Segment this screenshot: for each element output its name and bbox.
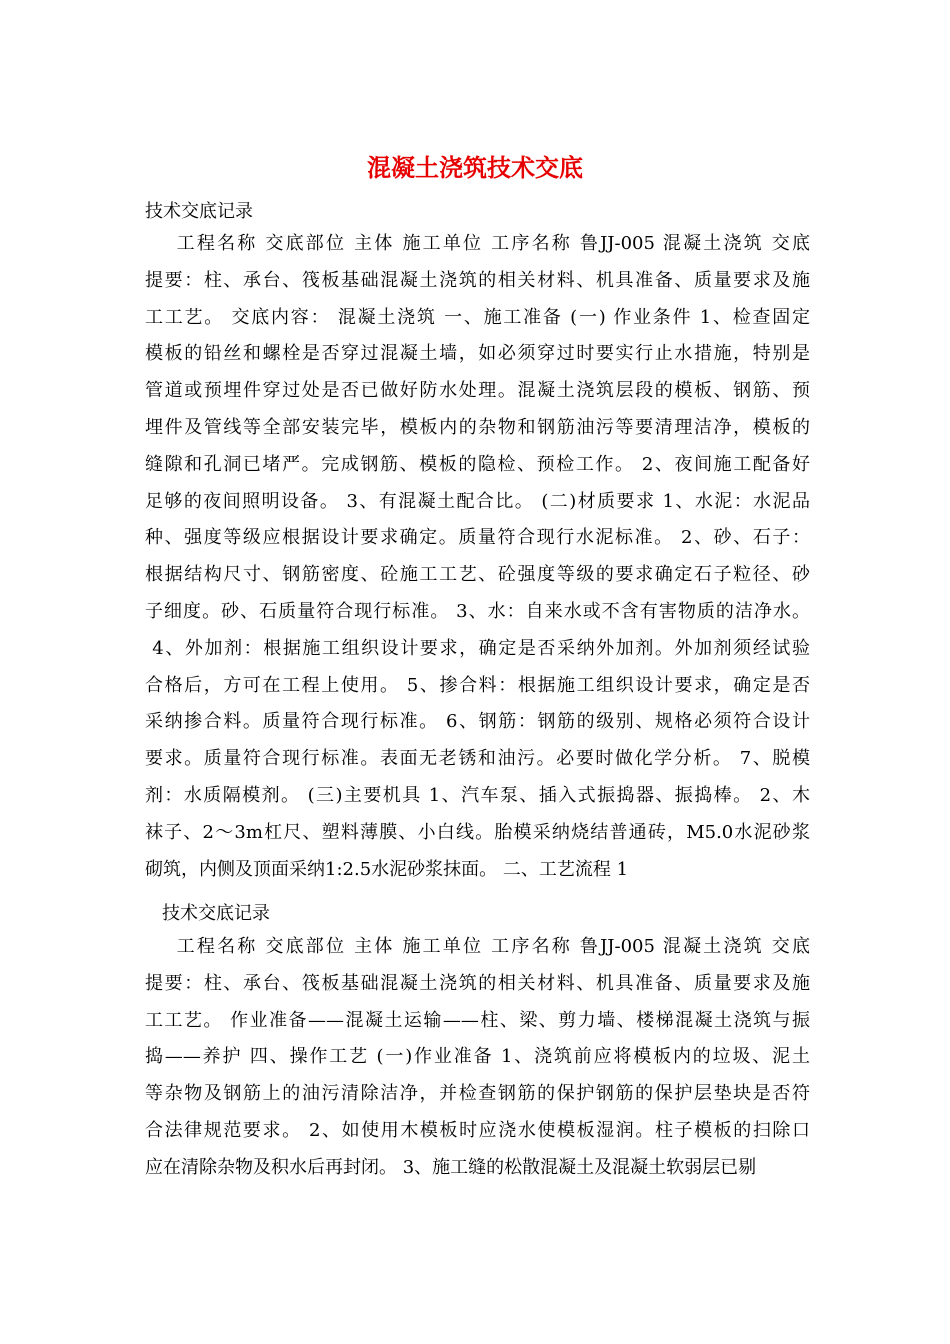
- text-line: 应在清除杂物及积水后再封闭。 3、施工缝的松散混凝土及混凝土软弱层已剔: [145, 1156, 757, 1178]
- text-line: 捣——养护 四、操作工艺 (一)作业准备 1、浇筑前应将模板内的垃圾、泥土: [145, 1046, 810, 1068]
- text-line: 砌筑，内侧及顶面采纳1:2.5水泥砂浆抹面。 二、工艺流程 1: [145, 858, 629, 880]
- text-line: 缝隙和孔洞已堵严。完成钢筋、模板的隐检、预检工作。 2、夜间施工配备好: [145, 453, 810, 475]
- text-line: 子细度。砂、石质量符合现行标准。 3、水：自来水或不含有害物质的洁净水。: [145, 600, 810, 622]
- text-line: 管道或预埋件穿过处是否已做好防水处理。混凝土浇筑层段的模板、钢筋、预: [145, 380, 810, 402]
- document-title: 混凝土浇筑技术交底: [367, 153, 583, 182]
- text-line: 工程名称 交底部位 主体 施工单位 工序名称 鲁JJ-005 混凝土浇筑 交底: [145, 936, 810, 957]
- text-line: 工工艺。 交底内容： 混凝土浇筑 一、施工准备 (一) 作业条件 1、检查固定: [145, 306, 810, 328]
- text-line: 采纳掺合料。质量符合现行标准。 6、钢筋：钢筋的级别、规格必须符合设计: [145, 711, 810, 733]
- section-2-heading: 技术交底记录: [162, 903, 270, 924]
- text-line: 埋件及管线等全部安装完毕，模板内的杂物和钢筋油污等要清理洁净，模板的: [145, 416, 810, 438]
- section-1-body: [145, 226, 810, 888]
- text-line: 足够的夜间照明设备。 3、有混凝土配合比。 (二)材质要求 1、水泥：水泥品: [145, 490, 810, 512]
- text-line: 合格后，方可在工程上使用。 5、掺合料：根据施工组织设计要求，确定是否: [145, 674, 810, 696]
- text-line: 根据结构尺寸、钢筋密度、砼施工工艺、砼强度等级的要求确定石子粒径、砂: [145, 564, 810, 586]
- text-line: 工程名称 交底部位 主体 施工单位 工序名称 鲁JJ-005 混凝土浇筑 交底: [145, 233, 810, 254]
- text-line: 合法律规范要求。 2、如使用木模板时应浇水使模板湿润。柱子模板的扫除口: [145, 1119, 810, 1141]
- text-line: 提要：柱、承台、筏板基础混凝土浇筑的相关材料、机具准备、质量要求及施: [145, 972, 810, 994]
- section-2-body: [145, 929, 810, 1187]
- text-line: 提要：柱、承台、筏板基础混凝土浇筑的相关材料、机具准备、质量要求及施: [145, 269, 810, 291]
- text-line: 剂：水质隔模剂。 (三)主要机具 1、汽车泵、插入式振捣器、振捣棒。 2、木: [145, 784, 810, 806]
- text-line: 种、强度等级应根据设计要求确定。质量符合现行水泥标准。 2、砂、石子：: [145, 527, 810, 549]
- text-line: 袜子、2～3m杠尺、塑料薄膜、小白线。胎模采纳烧结普通砖，M5.0水泥砂浆: [145, 821, 810, 843]
- text-line: 等杂物及钢筋上的油污清除洁净，并检查钢筋的保护钢筋的保护层垫块是否符: [145, 1083, 810, 1105]
- text-line: 要求。质量符合现行标准。表面无老锈和油污。必要时做化学分析。 7、脱模: [145, 748, 810, 770]
- text-line: 模板的铅丝和螺栓是否穿过混凝土墙，如必须穿过时要实行止水措施，特别是: [145, 343, 810, 365]
- section-1-heading: 技术交底记录: [145, 201, 253, 222]
- text-line: 工工艺。 作业准备——混凝土运输——柱、梁、剪力墙、楼梯混凝土浇筑与振: [145, 1009, 810, 1031]
- text-line: 4、外加剂：根据施工组织设计要求，确定是否采纳外加剂。外加剂须经试验: [145, 637, 810, 659]
